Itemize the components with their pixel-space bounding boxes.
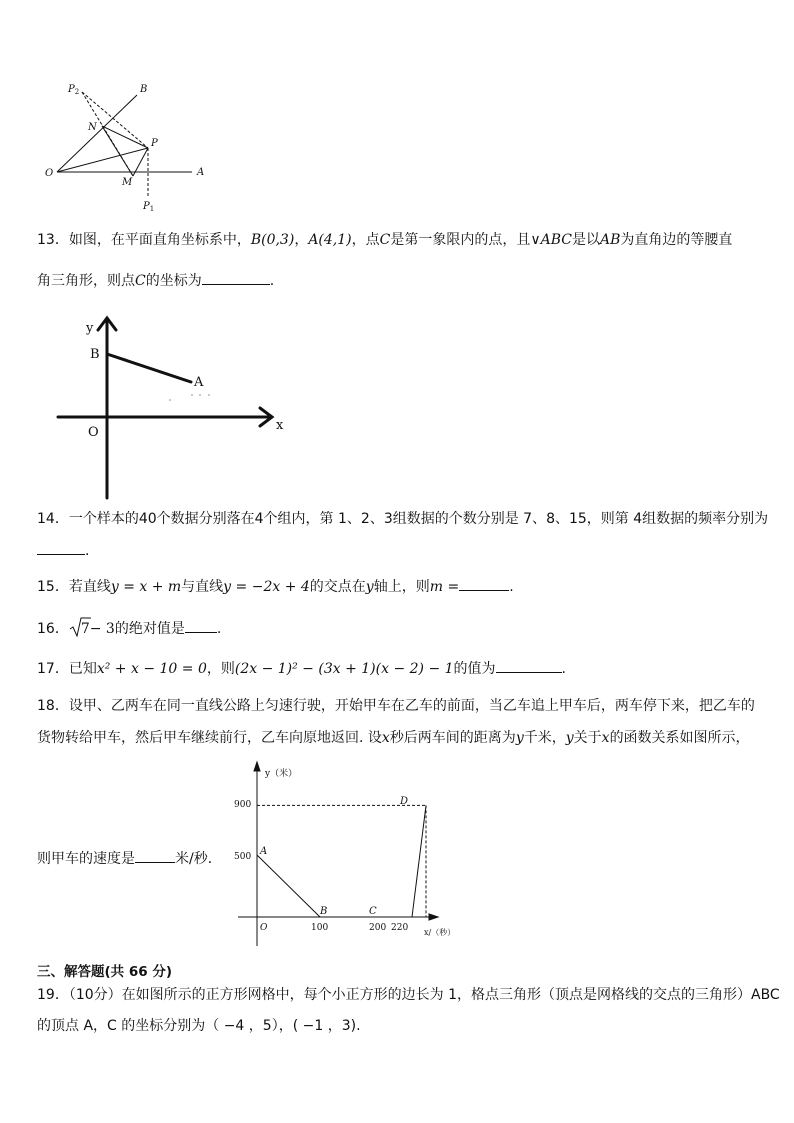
text: 是以 — [571, 232, 600, 248]
label-C: C — [369, 906, 377, 917]
label-A: A — [194, 375, 204, 390]
square-root — [69, 619, 90, 639]
segment-OP — [57, 148, 148, 172]
text: 角三角形，则点 — [37, 273, 135, 289]
answer-blank[interactable] — [202, 270, 270, 285]
text: ，则 — [206, 661, 235, 677]
question-17 — [37, 658, 566, 679]
section-title: 三、解答题(共 66 分) — [37, 964, 173, 980]
answer-blank[interactable] — [135, 848, 175, 863]
tick-500: 500 — [234, 852, 252, 862]
dashed-P2-P — [82, 92, 148, 148]
text: 关于 — [573, 730, 602, 746]
label-M: M — [122, 177, 133, 188]
label-A: A — [197, 167, 205, 178]
question-19-line2 — [37, 1016, 361, 1036]
answer-blank[interactable] — [185, 618, 217, 633]
text: − 3 — [89, 621, 115, 637]
equation-given: x² + x − 10 = 0 — [96, 661, 207, 677]
dot — [199, 394, 201, 396]
question-number: 18． — [37, 698, 69, 714]
origin-label: O — [88, 425, 99, 440]
question-number: 15． — [37, 579, 69, 595]
question-15 — [37, 576, 514, 597]
text: . — [509, 579, 514, 595]
question-number: 17． — [37, 661, 69, 677]
radical-sign-icon — [69, 617, 91, 637]
figure-coordinate-plane — [52, 312, 292, 502]
x-axis-label: x — [276, 418, 284, 433]
text: ，点 — [351, 232, 380, 248]
question-18-line1 — [37, 696, 755, 716]
text: 的交点在 — [309, 579, 366, 595]
question-13-line1 — [37, 230, 732, 250]
segment-AB — [257, 855, 320, 917]
text: 的值为 — [453, 661, 496, 677]
triangle-abc: ∨ABC — [530, 232, 572, 248]
question-19-line1 — [37, 985, 780, 1005]
question-16 — [37, 618, 221, 639]
label-O: O — [45, 168, 54, 179]
text: 轴上，则 — [373, 579, 430, 595]
label-N: N — [88, 122, 97, 133]
text: . — [216, 621, 222, 637]
ray-OB — [57, 95, 137, 172]
text: 已知 — [68, 661, 97, 677]
segment-CD — [412, 805, 426, 917]
label-B: B — [320, 906, 328, 917]
question-number: 16． — [37, 621, 69, 637]
point-C: C — [379, 232, 391, 248]
figure-angle-reflection — [40, 78, 220, 218]
segment-ab: AB — [599, 232, 621, 248]
text: 为直角边的等腰直 — [620, 232, 733, 248]
origin-label: O — [260, 923, 268, 933]
text: 则甲车的速度是 — [37, 851, 135, 867]
tick-100: 100 — [311, 923, 329, 933]
point-C: C — [135, 273, 146, 289]
text: ， — [294, 232, 309, 248]
text: 如图，在平面直角坐标系中， — [68, 232, 251, 248]
question-13-line2 — [37, 270, 274, 291]
variable-x: x — [381, 730, 390, 746]
text: 秒后两车间的距离为 — [389, 730, 516, 746]
text: 一个样本的40个数据分别落在4个组内，第 1、2、3组数据的个数分别是 7、8、15，则第 4组数据的频率分别为 — [68, 511, 769, 527]
text: 的坐标为 — [145, 273, 202, 289]
question-number: 14． — [37, 511, 69, 527]
label-P2: $P_2$ — [68, 84, 80, 96]
text: 若直线 — [68, 579, 111, 595]
text: （10分）在如图所示的正方形网格中，每个小正方形的边长为 1，格点三角形（顶点是网格线的交点的三角形）ABC — [68, 987, 780, 1003]
point-A: A(4,1) — [308, 232, 352, 248]
figure-distance-time-graph — [228, 760, 468, 952]
text: 设甲、乙两车在同一直线公路上匀速行驶，开始甲车在乙车的前面，当乙车追上甲车后，两车停下来，把乙车的 — [68, 698, 755, 714]
tick-900: 900 — [234, 800, 252, 810]
variable-m: m = — [429, 579, 460, 595]
x-axis-arrow — [429, 914, 438, 920]
answer-blank[interactable] — [37, 540, 85, 555]
point-B: B(0,3) — [250, 232, 295, 248]
text: 与直线 — [181, 579, 224, 595]
tick-200: 200 — [369, 923, 387, 933]
text: 是第一象限内的点，且 — [390, 232, 531, 248]
text: 的顶点 A，C 的坐标分别为（ −4 ，5），( −1 ，3). — [37, 1018, 361, 1034]
question-14-line2 — [37, 540, 89, 561]
segment-BA — [107, 354, 191, 382]
text: 千米， — [523, 730, 566, 746]
y-axis-arrow — [254, 762, 260, 771]
equation-line-1: y = x + m — [110, 579, 182, 595]
label-B: B — [140, 84, 148, 95]
equation-line-2: y = −2x + 4 — [223, 579, 310, 595]
question-18-line2 — [37, 728, 750, 748]
tick-220: 220 — [391, 923, 409, 933]
question-number: 13． — [37, 232, 69, 248]
answer-blank[interactable] — [496, 658, 562, 673]
x-axis-label: x/（秒） — [424, 928, 456, 937]
variable-y: y — [515, 730, 524, 746]
label-D: D — [400, 796, 409, 807]
label-B: B — [90, 347, 100, 362]
variable-y: y — [565, 730, 574, 746]
dot — [191, 394, 193, 396]
text: 货物转给甲车，然后甲车继续前行，乙车向原地返回. 设 — [37, 730, 382, 746]
text: 的函数关系如图所示， — [609, 730, 750, 746]
text: 米/秒． — [175, 851, 222, 867]
variable-y: y — [365, 579, 374, 595]
question-18-line3 — [37, 848, 222, 869]
dot — [208, 394, 210, 396]
dot — [169, 399, 171, 401]
text: 的绝对值是 — [114, 621, 185, 637]
answer-blank[interactable] — [459, 576, 509, 591]
expression-target: (2x − 1)² − (3x + 1)(x − 2) − 1 — [234, 661, 454, 677]
text: . — [269, 273, 275, 289]
variable-x: x — [601, 730, 610, 746]
label-P: P — [151, 138, 158, 149]
y-axis-label: y（米） — [265, 769, 298, 779]
label-A: A — [260, 846, 268, 857]
question-number: 19． — [37, 987, 69, 1003]
text: . — [561, 661, 566, 677]
question-14-line1 — [37, 509, 768, 529]
label-P1: $P_1$ — [143, 201, 155, 213]
y-axis-label: y — [86, 321, 94, 336]
radicand: 7 — [80, 621, 90, 637]
text: . — [85, 543, 90, 559]
